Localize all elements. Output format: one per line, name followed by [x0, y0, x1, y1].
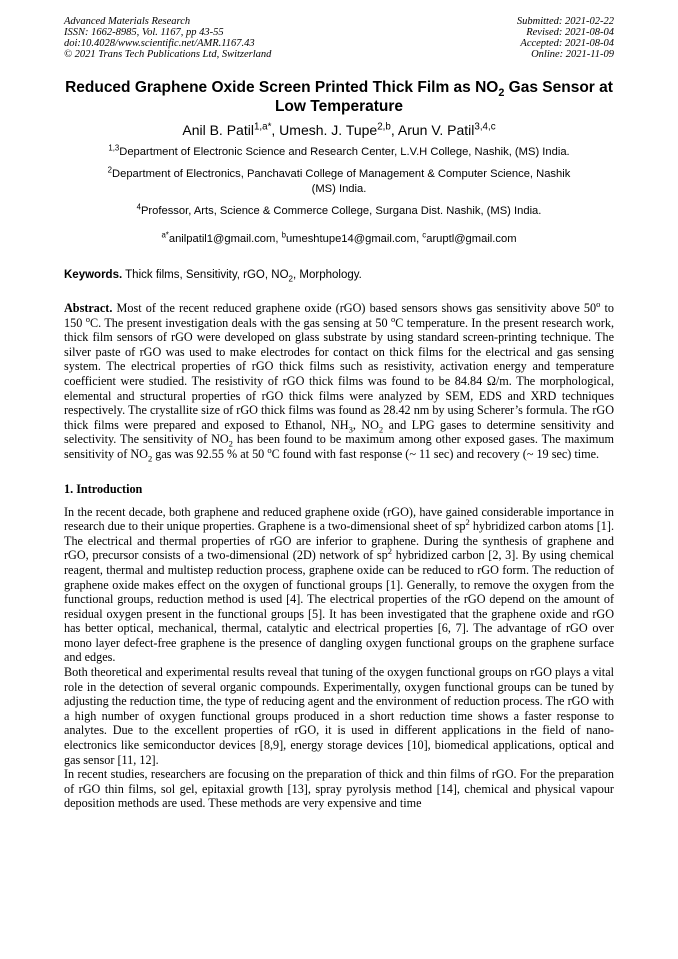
- journal-info: [64, 16, 271, 60]
- email-a[interactable]: $^{a*}$anilpatil1@gmail.com: [161, 230, 276, 245]
- email-b[interactable]: $^b$umeshtupe14@gmail.com: [281, 230, 417, 245]
- intro-paragraph-2: Both theoretical and experimental results reveal that tuning of the oxygen functional groups on rGO plays a vital role in the detection of several organic compounds. Experimentally, oxygen functional groups can be tuned by adjusting the reduction time, the type of reducing agent and the environment of reduction process. The rGO with a high number of oxygen functional groups produced in a short reduction time shows a faster response to analytes. Due to the excellent properties of rGO, it is used in different applications in the field of nano-electronics like semiconductor devices [8,9], energy storage devices [10], biomedical applications, optical and gas sensor [11, 12].: [64, 665, 614, 767]
- date-revised: Revised: 2021-08-04: [526, 27, 614, 38]
- author-1: Anil B. Patil$^{1,a*}$: [182, 121, 272, 138]
- section-heading-introduction: 1. Introduction: [64, 481, 143, 496]
- paper-title: Reduced Graphene Oxide Screen Printed Thick Film as $NO_2$ Gas Sensor at Low Temperature: [65, 79, 613, 115]
- journal-name: Advanced Materials Research: [64, 16, 191, 27]
- author-list: Anil B. Patil$^{1,a*}$, Umesh. J. Tupe$^{2,b}$, Arun V. Patil$^{3,4,c}$: [182, 121, 496, 138]
- date-accepted: Accepted: 2021-08-04: [520, 38, 614, 49]
- journal-copyright: © 2021 Trans Tech Publications Ltd, Switzerland: [64, 49, 272, 60]
- affiliation-2: $^2$Department of Electronics, Panchavati College of Management & Computer Science, Nashik (MS) India.: [107, 165, 571, 195]
- date-online: Online: 2021-11-09: [531, 49, 614, 60]
- introduction-body: [64, 505, 614, 811]
- email-c[interactable]: $^c$aruptl@gmail.com: [422, 230, 517, 245]
- abstract: Abstract. Most of the recent reduced graphene oxide (rGO) based sensors shows gas sensitivity above 50$^o$ to 150 $^o$C. The present investigation deals with the gas sensing at 50 $^o$C temperature. In the present research work, thick film sensors of rGO were developed on glass substrate by using standard screen-printing technique. The silver paste of rGO was used to make electrodes for contact on thick films for the electrical and gas sensing system. The electrical properties of rGO thick films such as resistivity, activation energy and temperature coefficient were studied. The resistivity of rGO thick films was found to be 84.84 Ω/m. The morphological, elemental and structural properties of rGO thick films were analyzed by SEM, EDS and XRD techniques respectively. The crystallite size of rGO thick films was found as 28.42 nm by using Scherer’s formula. The rGO thick films were prepared and exposed to Ethanol, $NH_3$, $NO_2$ and LPG gases to determine sensitivity and selectivity. The sensitivity of $NO_2$ has been found to be maximum among other exposed gases. The maximum sensitivity of $NO_2$ gas was 92.55 % at 50 $^o$C found with fast response (~ 11 sec) and recovery (~ 19 sec) time.: [64, 298, 615, 464]
- author-2: Umesh. J. Tupe$^{2,b}$: [279, 121, 391, 138]
- affiliation-3: $^4$Professor, Arts, Science & Commerce College, Surgana Dist. Nashik, (MS) India.: [136, 202, 542, 217]
- author-emails: $^{a*}$anilpatil1@gmail.com, $^b$umeshtupe14@gmail.com, $^c$aruptl@gmail.com: [161, 230, 517, 245]
- intro-paragraph-1: In the recent decade, both graphene and reduced graphene oxide (rGO), have gained considerable importance in research due to their unique properties. Graphene is a two-dimensional sheet of $sp^2$ hybridized carbon atoms [1]. The electrical and thermal properties of rGO are inferior to graphene. During the synthesis of graphene and rGO, precursor consists of a two-dimensional (2D) network of $sp^2$ hybridized carbon [2, 3]. By using chemical reagent, thermal and multistep reduction process, graphene oxide can be reduced to rGO form. The reduction of graphene oxide makes effect on the oxygen of functional groups [1]. Generally, to remove the oxygen from the functional groups, reduction method is used [4]. The electrical properties of the rGO depend on the amount of residual oxygen present in the functional groups [5]. It has been investigated that the graphene oxide and rGO has better optical, mechanical, thermal, catalytic and electrical properties [6, 7]. The advantage of rGO over mono layer defect-free graphene is the presence of dangling oxygen functional groups on the graphene surface and edges.: [64, 504, 614, 665]
- author-3: Arun V. Patil$^{3,4,c}$: [397, 121, 496, 138]
- journal-issn: ISSN: 1662-8985, Vol. 1167, pp 43-55: [64, 27, 224, 38]
- intro-paragraph-3: In recent studies, researchers are focusing on the preparation of thick and thin films of rGO. For the preparation of rGO thin films, sol gel, epitaxial growth [13], spray pyrolysis method [14], chemical and physical vapour deposition methods are used. These methods are very expensive and time: [64, 767, 614, 811]
- keywords-label: Keywords.: [64, 269, 123, 281]
- affiliation-1: $^{1,3}$Department of Electronic Science and Research Center, L.V.H College, Nashik, (MS) India.: [108, 143, 570, 158]
- keywords: Keywords. Thick films, Sensitivity, rGO, $NO_2$, Morphology.: [64, 269, 362, 284]
- publication-dates: [517, 16, 614, 60]
- journal-header: [64, 16, 614, 60]
- journal-doi: doi:10.4028/www.scientific.net/AMR.1167.43: [64, 38, 255, 49]
- date-submitted: Submitted: 2021-02-22: [516, 16, 614, 27]
- abstract-label: Abstract.: [64, 301, 113, 315]
